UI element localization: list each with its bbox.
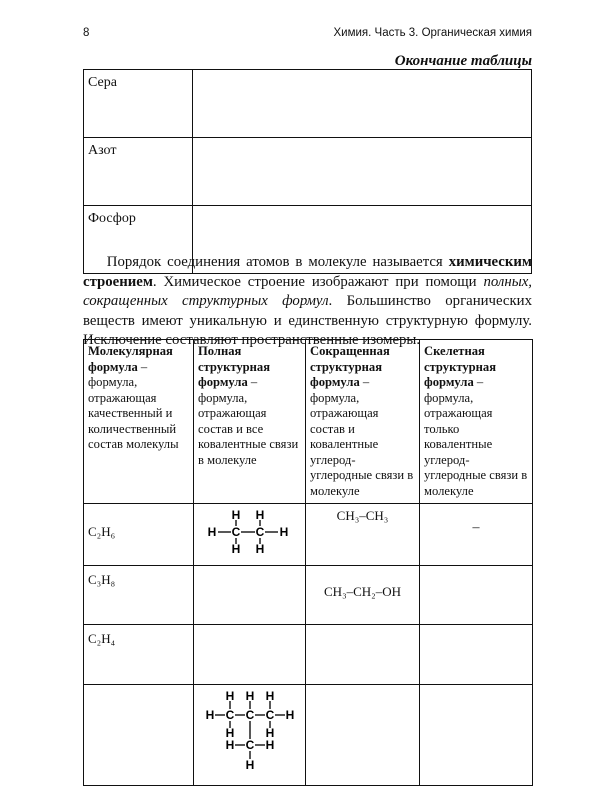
column-header: Скелетная структурная формула – формула, отражающая только ковалентные углерод-углеродные связи в молекуле [420,340,533,504]
skeletal-formula-cell[interactable] [420,684,533,785]
skeletal-formula-cell[interactable] [420,624,533,684]
molecular-formula-cell[interactable] [84,684,194,785]
column-header: Полная структурная формула – формула, отражающая состав и все ковалентные связи в молекуле [194,340,306,504]
full-structure-cell[interactable] [194,624,306,684]
condensed-formula-cell: CH₃–CH₃ [306,504,420,566]
hydrogen-atom: H [285,707,295,722]
body-paragraph [83,253,532,351]
carbon-atom: C [255,525,265,539]
full-structure-cell[interactable] [194,565,306,624]
molecular-formula-cell: C₃H₈ [84,565,194,624]
skeletal-formula-cell[interactable] [420,565,533,624]
table-row [84,684,533,785]
term-chemical-structure: химическим строением [83,254,533,290]
hydrogen-atom: H [245,688,255,703]
carbon-atom: C [265,707,275,722]
table-row [84,138,532,206]
condensed-formula-cell[interactable] [306,684,420,785]
answer-cell[interactable] [193,138,532,206]
elements-table [83,69,532,274]
hydrogen-atom: H [225,688,235,703]
full-structure-cell [194,504,306,566]
skeletal-formula-cell: – [420,504,533,566]
hydrogen-atom: H [225,725,235,740]
hydrogen-atom: H [205,707,215,722]
hydrogen-atom: H [255,542,265,556]
carbon-atom: C [245,737,255,752]
hydrogen-atom: H [245,757,255,772]
page-number: 8 [83,27,90,39]
element-label: Азот [84,138,193,206]
para-text: . Большинство органических веществ имеют уникальную и единственную структурную формулу. Исключение составляют пространственные изомеры. [83,293,532,348]
table-row [84,504,533,566]
condensed-formula-cell[interactable] [306,624,420,684]
molecular-formula-cell: C₂H₆ [84,504,194,566]
continuation-label: Окончание таблицы [394,53,532,69]
propanol-structure [198,689,302,773]
hydrogen-atom: H [265,725,275,740]
hydrogen-atom: H [207,525,217,539]
hydrogen-atom: H [225,737,235,752]
condensed-formula-cell: CH₃–CH₂–OH [306,565,420,624]
para-text: Порядок соединения атомов в молекуле называется [106,254,449,270]
element-label: Фосфор [84,206,193,274]
table-header-row [84,340,533,504]
molecular-formula-cell: C₂H₄ [84,624,194,684]
carbon-atom: C [231,525,241,539]
table-row [84,70,532,138]
hydrogen-atom: H [265,737,275,752]
para-text: . Химическое строение изображают при помощи [152,273,484,290]
table-row [84,565,533,624]
table-row [84,624,533,684]
hydrogen-atom: H [231,508,241,522]
element-label: Сера [84,70,193,138]
answer-cell[interactable] [193,70,532,138]
hydrogen-atom: H [265,688,275,703]
hydrogen-atom: H [255,508,265,522]
carbon-atom: C [245,707,255,722]
ethane-structure [198,508,302,556]
hydrogen-atom: H [231,542,241,556]
column-header: Молекулярная формула – формула, отражающая качественный и количественный состав молекулы [84,340,194,504]
full-structure-cell [194,684,306,785]
running-title: Химия. Часть 3. Органическая химия [333,27,532,39]
column-header: Сокращенная структурная формула – формула, отражающая состав и ковалентные углерод-углеродные связи в молекуле [306,340,420,504]
formula-table [83,339,533,786]
hydrogen-atom: H [279,525,289,539]
carbon-atom: C [225,707,235,722]
term-structural-formulas: полных, сокращенных структурных формул [83,273,532,309]
